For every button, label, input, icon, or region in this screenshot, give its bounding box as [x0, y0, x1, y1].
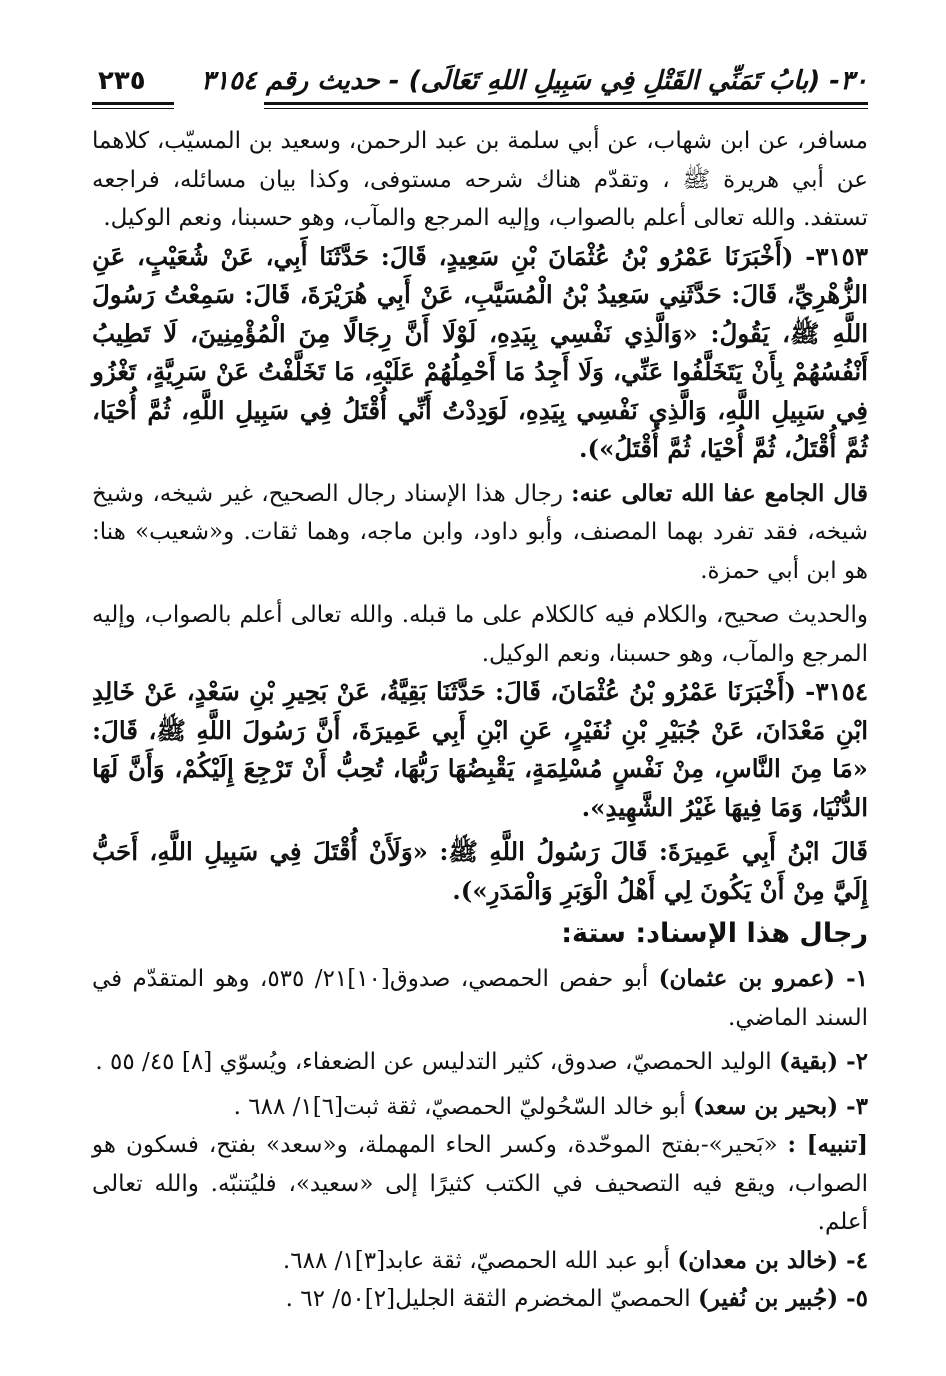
narrator-name: ١- (عمرو بن عثمان) [658, 965, 869, 992]
narrator-entry [92, 1043, 868, 1082]
narrator-name: ٣- (بحير بن سعد) [693, 1092, 868, 1120]
section-heading: رجال هذا الإسناد: ستة: [561, 918, 868, 949]
note-label: [تنبيه] : [787, 1131, 868, 1158]
paragraph-continuation: مسافر، عن ابن شهاب، عن أبي سلمة بن عبد الرحمن، وسعيد بن المسيّب، كلاهما عن أبي هريرة ﷺ ، وتقدّم هناك شرحه مستوفى، وكذا بيان مسائله، فراجعه تستفد. والله تعالى أعلم بالصواب، وإليه المرجع والمآب، وهو حسبنا، ونعم الوكيل. [92, 128, 868, 231]
narrator-entry [92, 960, 868, 1037]
hadith-3153: ٣١٥٣- (أَخْبَرَنَا عَمْرُو بْنُ عُثْمَانَ بْنِ سَعِيدٍ، قَالَ: حَدَّثَنَا أَبِي، عَنْ شُعَيْبٍ، عَنِ الزُّهْرِيِّ، قَالَ: حَدَّثَنِي سَعِيدُ بْنُ الْمُسَيَّبِ، عَنْ أَبِي هُرَيْرَةَ، قَالَ: سَمِعْتُ رَسُولَ اللَّهِ ﷺ، يَقُولُ: «وَالَّذِي نَفْسِي بِيَدِهِ، لَوْلَا أَنَّ رِجَالًا مِنَ الْمُؤْمِنِينَ، لَا تَطِيبُ أَنْفُسُهُمْ بِأَنْ يَتَخَلَّفُوا عَنِّي، وَلَا أَجِدُ مَا أَحْمِلُهُمْ عَلَيْهِ، مَا تَخَلَّفْتُ عَنْ سَرِيَّةٍ، تَغْزُو فِي سَبِيلِ اللَّهِ، وَالَّذِي نَفْسِي بِيَدِهِ، لَوَدِدْتُ أَنِّي أُقْتَلُ فِي سَبِيلِ اللَّهِ، ثُمَّ أُحْيَا، ثُمَّ أُقْتَلُ، ثُمَّ أُحْيَا، ثُمَّ أُقْتَلُ»). [92, 241, 868, 463]
hadith-3154-addition: قَالَ ابْنُ أَبِي عَمِيرَةَ: قَالَ رَسُولُ اللَّهِ ﷺ: «وَلَأَنْ أُقْتَلَ فِي سَبِيلِ اللَّهِ، أَحَبُّ إِلَيَّ مِنْ أَنْ يَكُونَ لِي أَهْلُ الْوَبَرِ وَالْمَدَرِ»). [92, 837, 868, 905]
header-title: ٣٠- (بابُ تَمَنِّي القَتْلِ فِي سَبِيلِ اللهِ تَعَالَى) - حديث رقم ٣١٥٤ [201, 66, 868, 96]
commentary-text: رجال هذا الإسناد رجال الصحيح، غير شيخه، وشيخ شيخه، فقد تفرد بهما المصنف، وأبو داود، وابن ماجه، وهما ثقات. و«شعيب» هنا: هو ابن أبي حمزة. [92, 480, 868, 584]
narrator-entry [92, 1242, 868, 1281]
narrator-details: الحمصيّ المخضرم الثقة الجليل[٢]٥٠/ ٦٢ . [285, 1286, 698, 1312]
narrator-details: أبو عبد الله الحمصيّ، ثقة عابد[٣]١/ ٦٨٨. [282, 1247, 678, 1274]
narrator-details: أبو خالد السّحُوليّ الحمصيّ، ثقة ثبت[٦]١/ ٦٨٨ . [233, 1093, 694, 1120]
header-rule [92, 100, 868, 114]
header-rule-long [264, 102, 868, 109]
hadith-3154: ٣١٥٤- (أَخْبَرَنَا عَمْرُو بْنُ عُثْمَانَ، قَالَ: حَدَّثَنَا بَقِيَّةُ، عَنْ بَحِيرِ بْنِ سَعْدٍ، عَنْ خَالِدِ ابْنِ مَعْدَانَ، عَنْ جُبَيْرِ بْنِ نُفَيْرٍ، عَنِ ابْنِ أَبِي عَمِيرَةَ، أَنَّ رَسُولَ اللَّهِ ﷺ، قَالَ: «مَا مِنَ النَّاسِ، مِنْ نَفْسٍ مُسْلِمَةٍ، يَقْبِضُهَا رَبُّهَا، تُحِبُّ أَنْ تَرْجِعَ إِلَيْكُمْ، وَأَنَّ لَهَا الدُّنْيَا، وَمَا فِيهَا غَيْرُ الشَّهِيدِ». [92, 677, 868, 822]
commentary-lead: قال الجامع عفا الله تعالى عنه: [571, 479, 868, 507]
narrator-name: ٢- (بقية) [779, 1048, 868, 1075]
commentary-paragraph [92, 475, 868, 591]
grading-paragraph: والحديث صحيح، والكلام فيه كالكلام على ما قبله. والله تعالى أعلم بالصواب، وإليه المرجع والمآب، وهو حسبنا، ونعم الوكيل. [92, 602, 868, 667]
narrator-details: الوليد الحمصيّ، صدوق، كثير التدليس عن الضعفاء، ويُسوّي [٨] ٤٥/ ٥٥ . [95, 1049, 779, 1075]
note-entry [92, 1126, 868, 1242]
narrator-entry [92, 1280, 868, 1319]
header-rule-short [92, 102, 174, 109]
note-text: «بَحير»-بفتح الموحّدة، وكسر الحاء المهملة، و«سعد» بفتح، فسكون هو الصواب، ويقع فيه التصحيف في الكتب كثيرًا إلى «سعيد»، فليُتنبّه. والله تعالى أعلم. [92, 1132, 868, 1235]
page-body [92, 122, 868, 1319]
narrator-name: ٤- (خالد بن معدان) [677, 1246, 868, 1274]
running-header [92, 52, 868, 96]
narrator-entry [92, 1088, 868, 1127]
narrator-name: ٥- (جُبير بن نُفير) [697, 1285, 868, 1312]
narrator-details: أبو حفص الحمصي، صدوق[١٠]٢١/ ٥٣٥، وهو المتقدّم في السند الماضي. [92, 966, 868, 1031]
page-number: ٢٣٥ [98, 66, 146, 96]
